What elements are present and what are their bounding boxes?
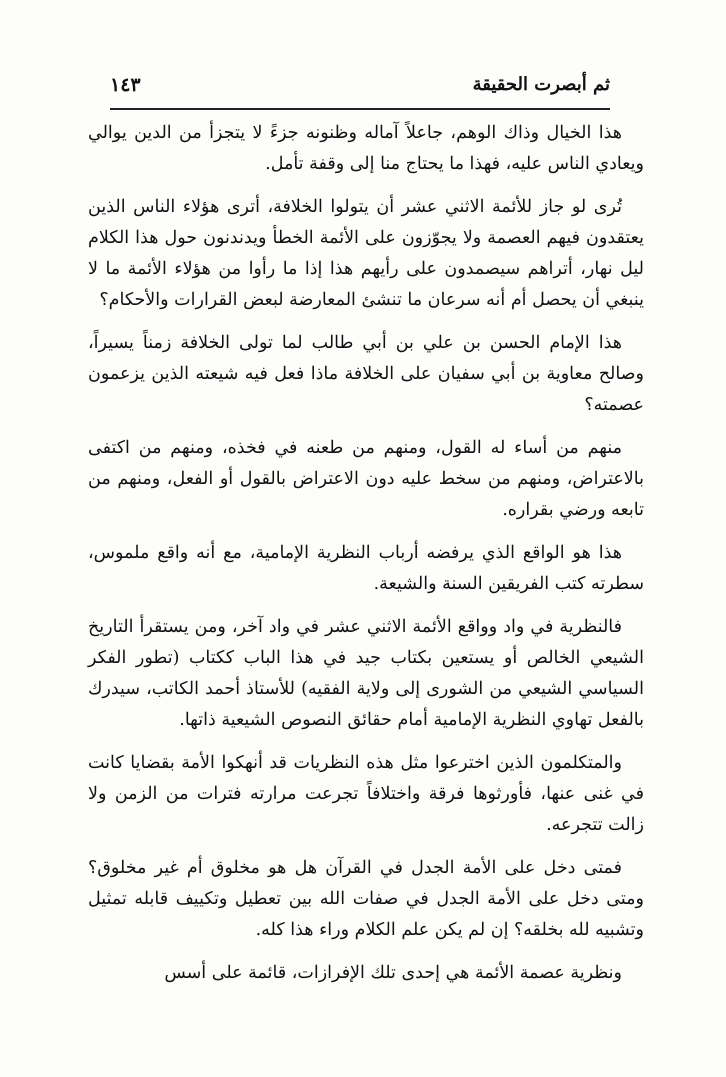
paragraph-2: تُرى لو جاز للأئمة الاثني عشر أن يتولوا الخلافة، أترى هؤلاء الناس الذين يعتقدون فيهم العصمة ولا يجوّزون على الأئمة الخطأ ويدندنون حول هذا الكلام ليل نهار، أتراهم سيصمدون على رأيهم هذا إذا ما رأوا من هؤلاء الأئمة ما لا ينبغي أن يحصل أم أنه سرعان ما تنشئ المعارضة لبعض القرارات والأحكام؟ xyxy=(88,197,644,310)
paragraph-3: هذا الإمام الحسن بن علي بن أبي طالب لما تولى الخلافة زمناً يسيراً، وصالح معاوية بن أبي سفيان على الخلافة ماذا فعل فيه شيعته الذين يزعمون عصمته؟ xyxy=(88,333,644,415)
paragraph-6: فالنظرية في واد وواقع الأئمة الاثني عشر في واد آخر، ومن يستقرأ التاريخ الشيعي الخالص أو يستعين بكتاب جيد في هذا الباب ككتاب (تطور الفكر السياسي الشيعي من الشورى إلى ولاية الفقيه) للأستاذ أحمد الكاتب، سيدرك بالفعل تهاوي النظرية الإمامية أمام حقائق النصوص الشيعية ذاتها. xyxy=(88,617,644,730)
body-text xyxy=(88,118,644,1001)
paragraph-8: فمتى دخل على الأمة الجدل في القرآن هل هو مخلوق أم غير مخلوق؟ ومتى دخل على الأمة الجدل في صفات الله بين تعطيل وتكييف قابله تمثيل وتشبيه لله بخلقه؟ إن لم يكن علم الكلام وراء هذا كله. xyxy=(88,858,644,940)
header-rule xyxy=(110,108,610,110)
paragraph-5: هذا هو الواقع الذي يرفضه أرباب النظرية الإمامية، مع أنه واقع ملموس، سطرته كتب الفريقين السنة والشيعة. xyxy=(88,543,644,594)
paragraph-7: والمتكلمون الذين اخترعوا مثل هذه النظريات قد أنهكوا الأمة بقضايا كانت في غنى عنها، فأورثوها فرقة واختلافاً تجرعت مرارته فترات من الزمن ولا زالت تتجرعه. xyxy=(88,753,644,835)
page-number: ١٤٣ xyxy=(110,74,141,96)
paragraph-1: هذا الخيال وذاك الوهم، جاعلاً آماله وظنونه جزءً لا يتجزأ من الدين يوالي ويعادي الناس عليه، فهذا ما يحتاج منا إلى وقفة تأمل. xyxy=(88,123,644,174)
paragraph-4: منهم من أساء له القول، ومنهم من طعنه في فخذه، ومنهم من اكتفى بالاعتراض، ومنهم من سخط عليه دون الاعتراض بالقول أو الفعل، ومنهم من تابعه ورضي بقراره. xyxy=(88,438,644,520)
running-header xyxy=(110,72,610,106)
paragraph-9: ونظرية عصمة الأئمة هي إحدى تلك الإفرازات، قائمة على أسس xyxy=(164,963,622,983)
book-title: ثم أبصرت الحقيقة xyxy=(472,74,610,95)
